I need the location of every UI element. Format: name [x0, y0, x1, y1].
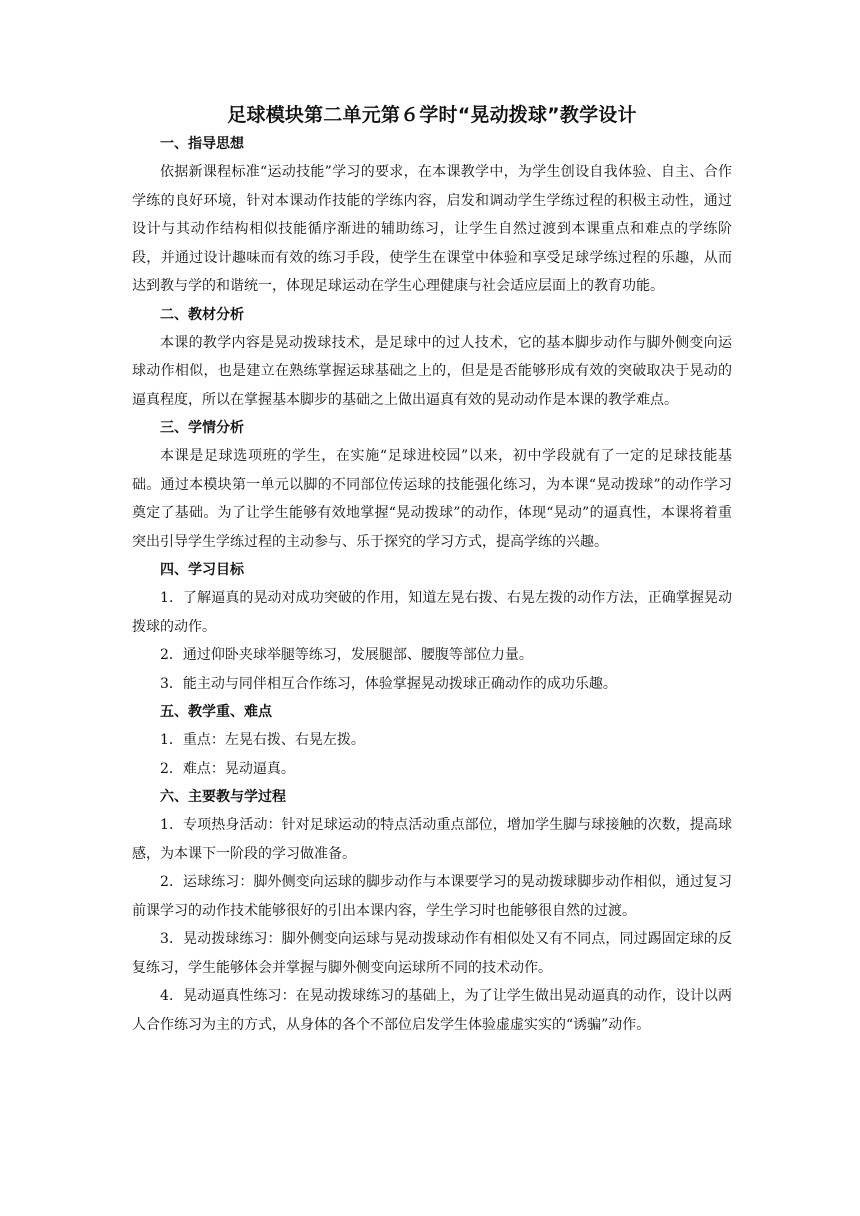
paragraph: 本课是足球选项班的学生，在实施“足球进校园”以来，初中学段就有了一定的足球技能基础。通过本模块第一单元以脚的不同部位传运球的技能强化练习，为本课“晃动拨球”的动作学习奠定了基础。为了让学生能够有效地掌握“晃动拨球”的动作，体现“晃动”的逼真性，本课将着重突出引导学生学练过程的主动参与、乐于探究的学习方式，提高学练的兴趣。 [132, 448, 732, 550]
section-heading: 二、教材分析 [160, 306, 244, 323]
objective-item: 3．能主动与同伴相互合作练习，体验掌握晃动拨球正确动作的成功乐趣。 [160, 675, 617, 692]
process-step: 3．晃动拨球练习：脚外侧变向运球与晃动拨球动作有相似处又有不同点，同过踢固定球的反复练习，学生能够体会并掌握与脚外侧变向运球所不同的技术动作。 [132, 931, 732, 976]
section-heading: 五、教学重、难点 [160, 704, 272, 720]
section-heading: 三、学情分析 [160, 420, 244, 436]
paragraph: 依据新课程标准“运动技能”学习的要求，在本课教学中，为学生创设自我体验、自主、合作学练的良好环境，针对本课动作技能的学练内容，启发和调动学生学练过程的积极主动性，通过设计与其动作结构相似技能循序渐进的辅助练习，让学生自然过渡到本课重点和难点的学练阶段，并通过设计趣味而有效的练习手段，使学生在课堂中体验和享受足球学练过程的乐趣，从而达到教与学的和谐统一，体现足球运动在学生心理健康与社会适应层面上的教育功能。 [132, 164, 732, 294]
process-step: 1．专项热身活动：针对足球运动的特点活动重点部位，增加学生脚与球接触的次数，提高球感，为本课下一阶段的学习做准备。 [132, 817, 732, 862]
process-step: 4．晃动逼真性练习：在晃动拨球练习的基础上，为了让学生做出晃动逼真的动作，设计以两人合作练习为主的方式，从身体的各个不部位启发学生体验虚虚实实的“诱骗”动作。 [132, 988, 732, 1033]
section-learning-objectives [132, 556, 732, 698]
objective-item: 1．了解逼真的晃动对成功突破的作用，知道左晃右拨、右晃左拨的动作方法，正确掌握晃动拨球的动作。 [132, 590, 732, 635]
key-point-item: 2．难点：晃动逼真。 [160, 760, 295, 777]
section-guiding-ideology [132, 130, 732, 301]
objective-item: 2．通过仰卧夹球举腿等练习，发展腿部、腰腹等部位力量。 [160, 647, 533, 663]
section-heading: 四、学习目标 [160, 562, 244, 578]
section-student-analysis [132, 414, 732, 556]
section-material-analysis [132, 301, 732, 415]
key-point-item: 1．重点：左晃右拨、右晃左拨。 [160, 732, 365, 748]
section-key-points [132, 698, 732, 783]
section-heading: 六、主要教与学过程 [160, 789, 286, 805]
document-page [132, 100, 732, 1039]
document-title: 足球模块第二单元第６学时“晃动拨球”教学设计 [227, 104, 637, 126]
paragraph: 本课的教学内容是晃动拨球技术，是足球中的过人技术，它的基本脚步动作与脚外侧变向运球动作相似，也是建立在熟练掌握运球基础之上的，但是是否能够形成有效的突破取决于晃动的逼真程度，所以在掌握基本脚步的基础之上做出逼真有效的晃动动作是本课的教学难点。 [132, 334, 732, 408]
section-heading: 一、指导思想 [160, 136, 244, 152]
section-teaching-process [132, 783, 732, 1039]
process-step: 2．运球练习：脚外侧变向运球的脚步动作与本课要学习的晃动拨球脚步动作相似，通过复习前课学习的动作技术能够很好的引出本课内容，学生学习时也能够很自然的过渡。 [132, 874, 732, 919]
